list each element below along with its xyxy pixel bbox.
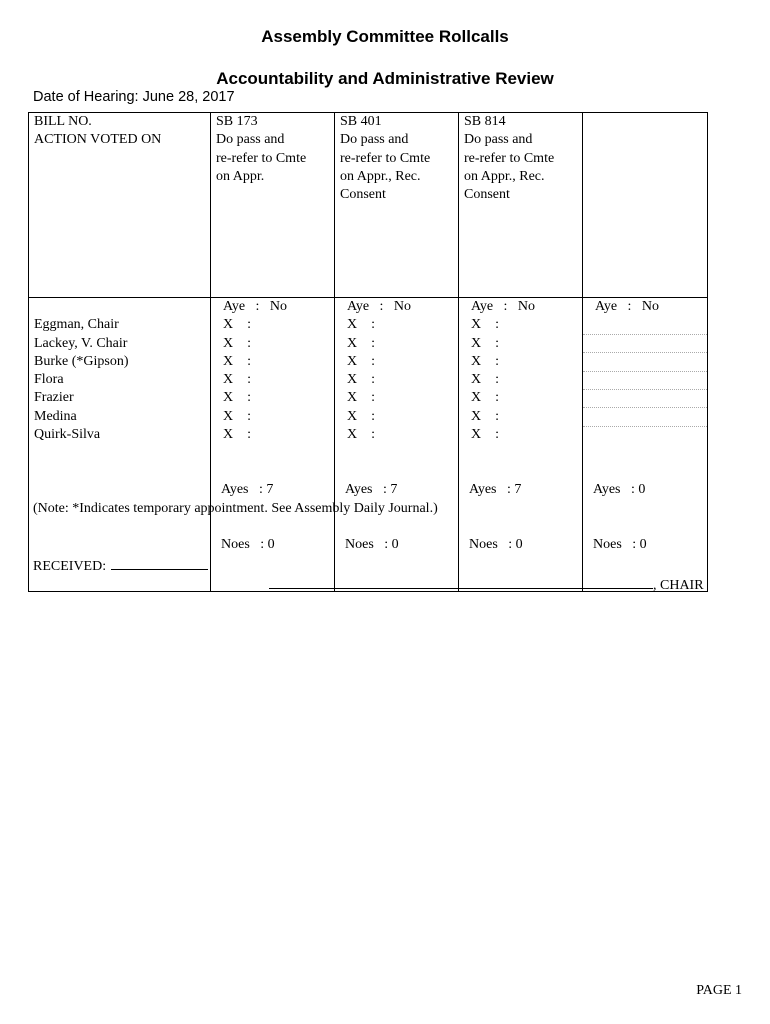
vote-cell: X : (335, 353, 459, 371)
totals-cell (335, 444, 459, 591)
received-field (33, 557, 208, 575)
bill-number: SB 173 (216, 114, 258, 129)
vote-cell: X : (211, 371, 335, 389)
ayes-total: Ayes : 7 (221, 481, 274, 497)
ayes-total: Ayes : 7 (469, 481, 522, 497)
member-name: Eggman, Chair (29, 316, 211, 334)
vote-cell: X : (211, 335, 335, 353)
vote-cell: X : (211, 408, 335, 426)
bill-action-line: on Appr., Rec. (464, 168, 545, 184)
aye-no-header: Aye : No (211, 298, 335, 317)
vote-cell: X : (459, 371, 583, 389)
vote-cell: X : (459, 335, 583, 353)
totals-cell (583, 444, 708, 591)
label-cell (29, 113, 211, 298)
vote-cell: X : (459, 408, 583, 426)
vote-cell: X : (459, 316, 583, 334)
bill-header-row (29, 113, 708, 298)
aye-no-header: Aye : No (459, 298, 583, 317)
bill-cell (459, 113, 583, 298)
member-name: Frazier (29, 389, 211, 407)
vote-cell: X : (335, 371, 459, 389)
vote-cell (583, 316, 708, 334)
vote-cell (583, 335, 708, 353)
bill-action-line: Do pass and (340, 132, 409, 148)
bill-action-line: Consent (340, 187, 386, 203)
ayes-total: Ayes : 7 (345, 481, 398, 497)
ayes-total: Ayes : 0 (593, 481, 646, 497)
noes-total: Noes : 0 (593, 536, 647, 552)
vote-cell: X : (459, 426, 583, 444)
hearing-date: Date of Hearing: June 28, 2017 (33, 89, 235, 105)
totals-cell (459, 444, 583, 591)
member-row (29, 426, 708, 444)
member-name: Quirk-Silva (29, 426, 211, 444)
bill-action-line: on Appr., Rec. (340, 168, 421, 184)
member-row (29, 408, 708, 426)
vote-cell (583, 389, 708, 407)
received-label: RECEIVED: (33, 559, 107, 574)
bill-action-line: Do pass and (464, 132, 533, 148)
bill-number: SB 401 (340, 114, 382, 129)
vote-cell (583, 371, 708, 389)
page-number: PAGE 1 (696, 983, 742, 998)
chair-signature (269, 576, 704, 594)
vote-cell (583, 353, 708, 371)
aye-no-header: Aye : No (583, 298, 708, 317)
bill-cell (211, 113, 335, 298)
member-row (29, 335, 708, 353)
noes-total: Noes : 0 (469, 536, 523, 552)
member-row (29, 371, 708, 389)
bill-action-line: re-refer to Cmte (464, 150, 555, 166)
bill-action-line: re-refer to Cmte (340, 150, 431, 166)
vote-cell: X : (211, 426, 335, 444)
vote-cell (583, 426, 708, 444)
member-name: Flora (29, 371, 211, 389)
member-name: Lackey, V. Chair (29, 335, 211, 353)
empty-cell (29, 298, 211, 317)
action-voted-label: ACTION VOTED ON (34, 132, 162, 148)
vote-cell: X : (459, 389, 583, 407)
vote-cell: X : (335, 335, 459, 353)
bill-number: SB 814 (464, 114, 506, 129)
vote-cell (583, 408, 708, 426)
member-name: Medina (29, 408, 211, 426)
bill-action-line: re-refer to Cmte (216, 150, 307, 166)
member-row (29, 389, 708, 407)
vote-cell: X : (335, 316, 459, 334)
bill-action-line: Do pass and (216, 132, 285, 148)
noes-total: Noes : 0 (221, 536, 275, 552)
totals-cell (211, 444, 335, 591)
document-title: Assembly Committee Rollcalls (261, 27, 509, 46)
committee-name: Accountability and Administrative Review (216, 69, 554, 88)
member-row (29, 353, 708, 371)
vote-cell: X : (459, 353, 583, 371)
vote-cell: X : (211, 389, 335, 407)
vote-cell: X : (335, 426, 459, 444)
bill-action-line: on Appr. (216, 168, 265, 184)
noes-total: Noes : 0 (345, 536, 399, 552)
rollcall-table (28, 112, 708, 592)
bill-cell (335, 113, 459, 298)
vote-header-row (29, 298, 708, 317)
aye-no-header: Aye : No (335, 298, 459, 317)
vote-cell: X : (211, 353, 335, 371)
bill-action-line: Consent (464, 187, 510, 203)
member-name: Burke (*Gipson) (29, 353, 211, 371)
footnote: (Note: *Indicates temporary appointment. See Assembly Daily Journal.) (33, 501, 438, 516)
vote-cell: X : (335, 389, 459, 407)
bill-no-label: BILL NO. (34, 114, 92, 129)
vote-cell: X : (335, 408, 459, 426)
chair-label: , CHAIR (653, 578, 704, 593)
signature-line (269, 576, 653, 589)
bill-cell (583, 113, 708, 298)
vote-cell: X : (211, 316, 335, 334)
member-row (29, 316, 708, 334)
received-blank-line (111, 557, 208, 570)
